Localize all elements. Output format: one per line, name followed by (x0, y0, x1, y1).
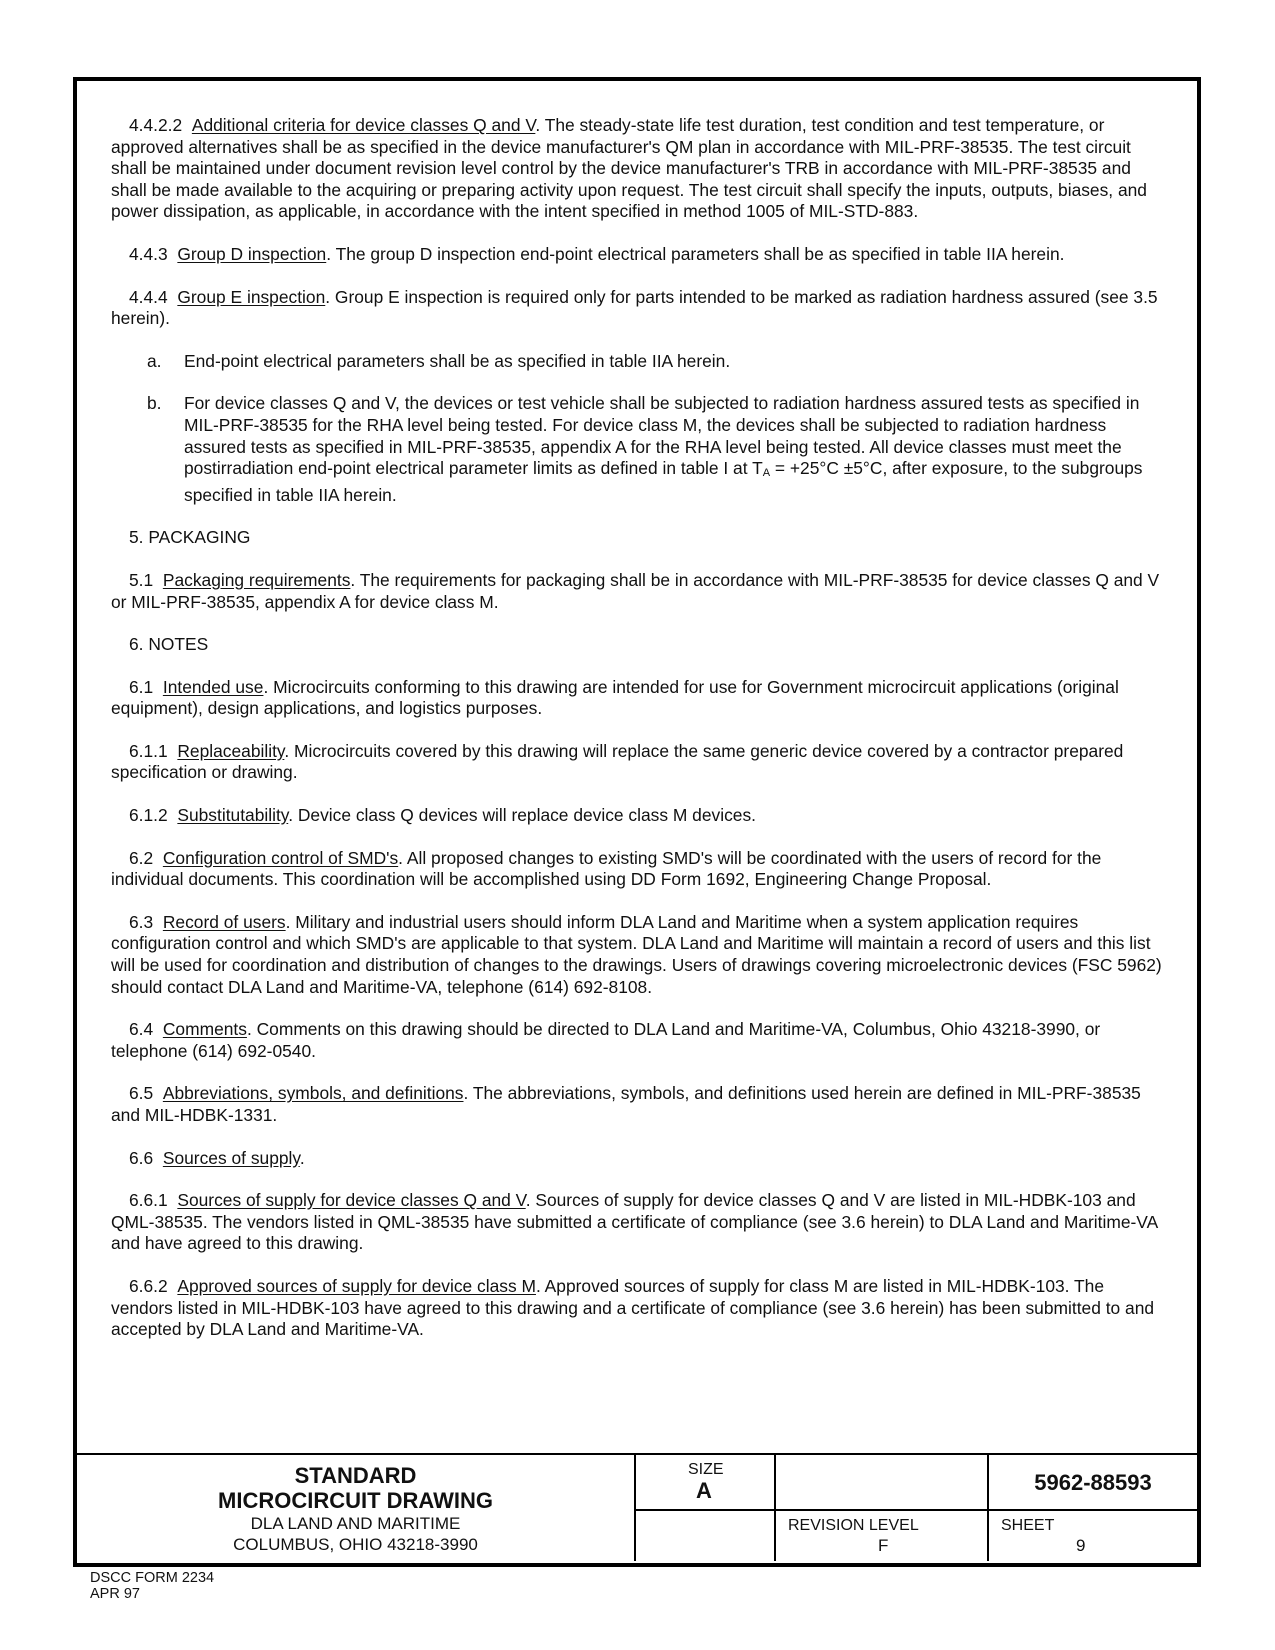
paragraph-number: 6.3 (129, 911, 154, 932)
list-item-b (147, 393, 1167, 506)
paragraph-text: . Device class Q devices will replace device class M devices. (288, 805, 756, 826)
blank-cell (634, 1511, 774, 1561)
paragraph-4-4-3 (111, 244, 1167, 266)
paragraph-text: . All proposed changes to existing SMD's will be coordinated with the users of record for the individual documents. This coordination will be accomplished using DD Form 1692, Engineering Change Proposal. (111, 847, 1102, 890)
paragraph-number: 6.5 (129, 1083, 154, 1104)
drawing-frame (73, 77, 1201, 1567)
revision-value: F (878, 1536, 889, 1555)
title-block-title-cell (77, 1455, 634, 1561)
paragraph-number: 4.4.3 (129, 243, 168, 264)
paragraph-title: Group D inspection (177, 243, 327, 264)
paragraph-title: Group E inspection (177, 286, 326, 307)
paragraph-text: . Sources of supply for device classes Q and V are listed in MIL-HDBK-103 and QML-38535. The vendors listed in QML-38535 have submitted a certificate of compliance (see 3.6 herein) to DLA Land and Maritime-VA and have agreed to this drawing. (111, 1190, 1158, 1254)
paragraph-text: . Microcircuits covered by this drawing will replace the same generic device covered by a contractor prepared specification or drawing. (111, 740, 1124, 783)
paragraph-number: 6.1 (129, 676, 154, 697)
paragraph-text: . (299, 1147, 305, 1168)
paragraph-5-1 (111, 570, 1167, 613)
list-item-a (147, 351, 1167, 373)
paragraph-number: 6.6 (129, 1147, 154, 1168)
sheet-value: 9 (1076, 1536, 1086, 1555)
form-number: DSCC FORM 2234 (90, 1570, 215, 1586)
paragraph-title: Additional criteria for device classes Q and V (191, 115, 536, 135)
organization-address: COLUMBUS, OHIO 43218-3990 (233, 1535, 478, 1554)
paragraph-title: Sources of supply (162, 1147, 300, 1168)
paragraph-4-4-4 (111, 287, 1167, 330)
drawing-title-line2: MICROCIRCUIT DRAWING (218, 1488, 493, 1513)
paragraph-number: 4.4.2.2 (129, 115, 183, 135)
paragraph-6-1 (111, 677, 1167, 720)
paragraph-number: 6.6.1 (129, 1190, 168, 1211)
paragraph-number: 6.4 (129, 1019, 154, 1040)
paragraph-title: Replaceability (177, 740, 285, 761)
organization (77, 1513, 634, 1555)
paragraph-6-6 (111, 1148, 1167, 1170)
paragraph-title: Substitutability (177, 805, 289, 826)
paragraph-title: Packaging requirements (162, 569, 351, 590)
paragraph-text: . The requirements for packaging shall be in accordance with MIL-PRF-38535 for device classes Q and V or MIL-PRF-38535, appendix A for device class M. (111, 569, 1160, 612)
paragraph-text: . Comments on this drawing should be directed to DLA Land and Maritime-VA, Columbus, Ohio 43218-3990, or telephone (614) 692-0540. (111, 1019, 1101, 1061)
blank-cell (774, 1455, 987, 1511)
sheet-cell (987, 1511, 1197, 1561)
title-block (77, 1453, 1197, 1563)
paragraph-text: . Military and industrial users should inform DLA Land and Maritime when a system application requires configuration control and which SMD's are applicable to that system. DLA Land and Maritime will maintain a record of users and this list will be used for coordination and distribution of changes to the drawings. Users of drawings covering microelectronic devices (FSC 5962) should contact DLA Land and Maritime-VA, telephone (614) 692-8108. (111, 911, 1162, 997)
drawing-title (77, 1463, 634, 1513)
size-cell (634, 1455, 774, 1511)
revision-cell (774, 1511, 987, 1561)
paragraph-text: . Microcircuits conforming to this drawing are intended for use for Government microcircuit applications (original equipment), design applications, and logistics purposes. (111, 676, 1119, 719)
paragraph-6-5 (111, 1083, 1167, 1126)
list-item-text-post: = +25°C ±5°C, after exposure, to the subgroups specified in table IIA herein. (184, 458, 1143, 505)
paragraph-6-6-1 (111, 1190, 1167, 1255)
paragraph-6-2 (111, 848, 1167, 891)
list-item-label: a. (147, 350, 162, 371)
paragraph-title: Sources of supply for device classes Q and V (177, 1190, 526, 1211)
paragraph-number: 6.2 (129, 847, 154, 868)
paragraph-title: Configuration control of SMD's (162, 847, 399, 868)
list-item-text (184, 393, 1167, 506)
paragraph-6-1-1 (111, 741, 1167, 784)
paragraph-number: 6.1.2 (129, 805, 168, 826)
paragraph-6-6-2 (111, 1276, 1167, 1341)
paragraph-text: . Group E inspection is required only for parts intended to be marked as radiation hardness assured (see 3.5 herein). (111, 286, 1158, 329)
form-footer (90, 1570, 214, 1602)
paragraph-number: 6.1.1 (129, 740, 168, 761)
paragraph-6-1-2 (111, 805, 1167, 827)
paragraph-4-4-2-2 (111, 115, 1167, 223)
paragraph-text: . The group D inspection end-point electrical parameters shall be as specified in table IIA herein. (326, 243, 1065, 264)
section-heading-notes: 6. NOTES (129, 634, 209, 655)
paragraph-title: Abbreviations, symbols, and definitions (162, 1083, 464, 1104)
revision-label: REVISION LEVEL (788, 1517, 919, 1534)
drawing-number: 5962-88593 (987, 1455, 1197, 1511)
paragraph-number: 6.6.2 (129, 1275, 168, 1296)
organization-name: DLA LAND AND MARITIME (250, 1514, 461, 1533)
paragraph-title: Approved sources of supply for device class M (177, 1275, 536, 1296)
paragraph-6-4 (111, 1019, 1167, 1062)
paragraph-text: . Approved sources of supply for class M are listed in MIL-HDBK-103. The vendors listed in MIL-HDBK-103 have agreed to this drawing and a certificate of compliance (see 3.6 herein) has been submitted to and accepted by DLA Land and Maritime-VA. (111, 1275, 1155, 1340)
list-item-label: b. (147, 393, 162, 414)
section-heading-packaging: 5. PACKAGING (129, 527, 251, 548)
size-value: A (696, 1478, 712, 1503)
sheet-label: SHEET (1001, 1517, 1055, 1534)
paragraph-title: Comments (162, 1019, 247, 1040)
paragraph-number: 4.4.4 (129, 286, 168, 307)
paragraph-text: . The steady-state life test duration, test condition and test temperature, or approved alternatives shall be as specified in the device manufacturer's QM plan in accordance with MIL-PRF-38535. The test circuit shall be maintained under document revision level control by the device manufacturer's TRB in accordance with MIL-PRF-38535 and shall be made available to the acquiring or preparing activity upon request. The test circuit shall specify the inputs, outputs, biases, and power dissipation, as applicable, in accordance with the intent specified in method 1005 of MIL-STD-883. (111, 115, 1147, 222)
temperature-subscript: A (762, 467, 771, 480)
paragraph-text: . The abbreviations, symbols, and definitions used herein are defined in MIL-PRF-38535 and MIL-HDBK-1331. (111, 1083, 1141, 1125)
paragraph-6-3 (111, 912, 1167, 998)
drawing-title-line1: STANDARD (294, 1463, 417, 1488)
document-body (111, 115, 1167, 1362)
list-item-text: End-point electrical parameters shall be as specified in table IIA herein. (184, 350, 731, 371)
list-item-text-pre: For device classes Q and V, the devices or test vehicle shall be subjected to radiation hardness assured tests as specified in MIL-PRF-38535 for the RHA level being tested. For device class M, the devices shall be subjected to radiation hardness assured tests as specified in MIL-PRF-38535, appendix A for the RHA level being tested. All device classes must meet the postirradiation end-point electrical parameter limits as defined in table I at T (184, 393, 1140, 479)
form-date: APR 97 (90, 1586, 140, 1602)
paragraph-number: 5.1 (129, 569, 154, 590)
size-label: SIZE (688, 1461, 724, 1478)
paragraph-title: Intended use (162, 676, 264, 697)
paragraph-title: Record of users (162, 911, 286, 932)
